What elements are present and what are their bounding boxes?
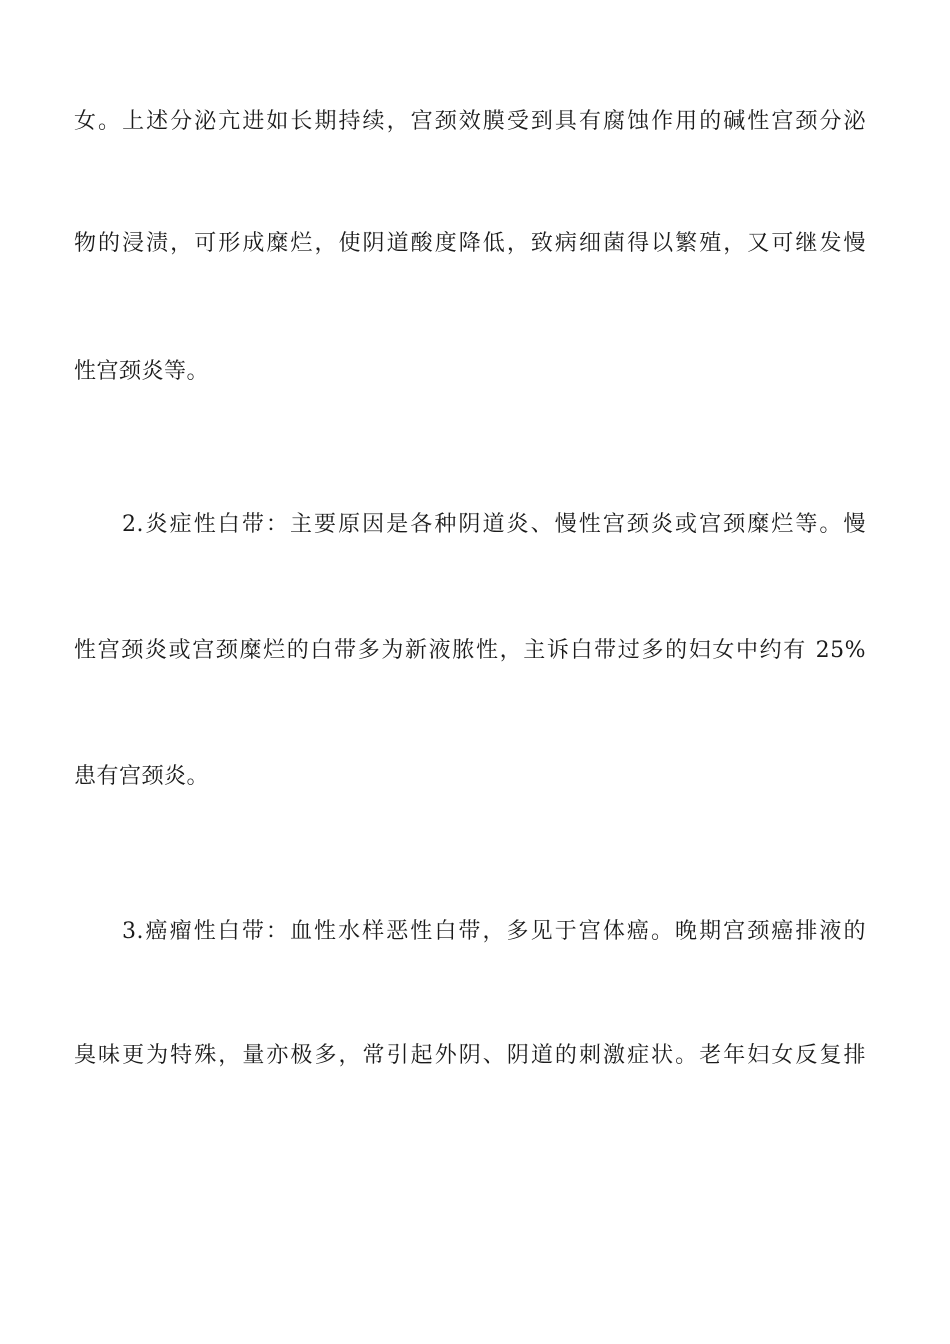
text-line: 性宫颈炎等。 [74, 359, 210, 384]
text-line: 患有宫颈炎。 [74, 764, 210, 789]
text-line: 女。上述分泌亢进如长期持续，宫颈效膜受到具有腐蚀作用的碱性宫颈分泌 [74, 109, 866, 134]
paragraph-start-line: 3.癌瘤性白带：血性水样恶性白带，多见于宫体癌。晚期宫颈癌排液的 [122, 919, 866, 944]
paragraph-start-line: 2.炎症性白带：主要原因是各种阴道炎、慢性宫颈炎或宫颈糜烂等。慢 [122, 512, 866, 537]
text-line: 物的浸渍，可形成糜烂，使阴道酸度降低，致病细菌得以繁殖，又可继发慢 [74, 231, 866, 256]
text-line: 臭味更为特殊，量亦极多，常引起外阴、阴道的刺激症状。老年妇女反复排 [74, 1043, 866, 1068]
text-line: 性宫颈炎或宫颈糜烂的白带多为新液脓性，主诉白带过多的妇女中约有 25% [74, 638, 866, 663]
